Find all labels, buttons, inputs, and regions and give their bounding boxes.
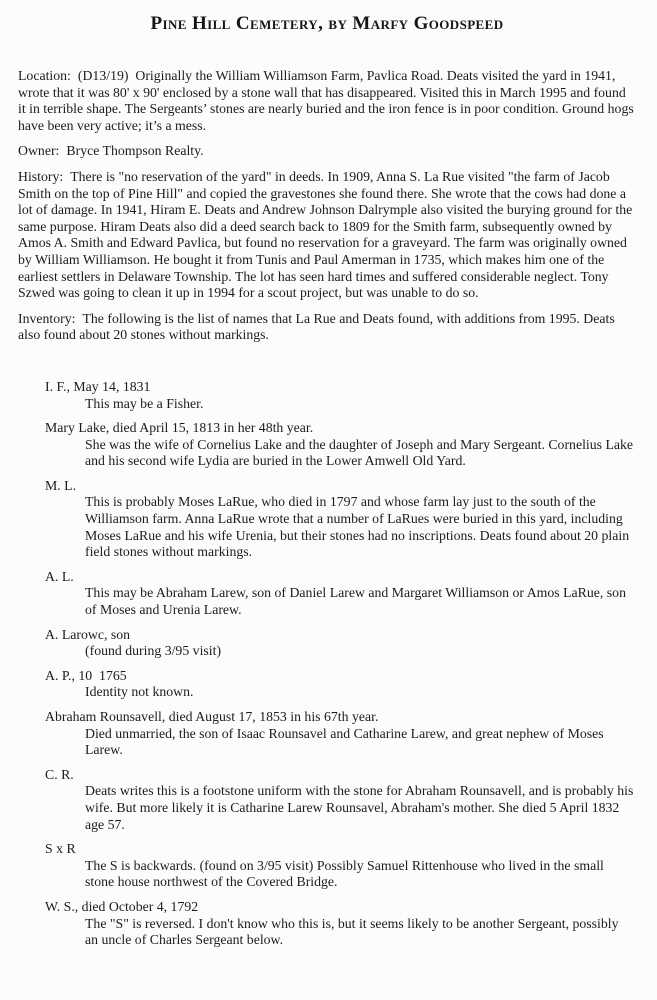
section-label: Owner: (18, 143, 60, 159)
entry-detail: Deats writes this is a footstone uniform with the stone for Abraham Rounsavell, and is probably his wife. But more likely it is Catharine Larew Rounsavel, Abraham's mother. She died 5 April 1832 age 57. (85, 783, 634, 832)
sections (18, 68, 636, 344)
entry-detail: (found during 3/95 visit) (85, 643, 222, 659)
list-item (45, 668, 636, 701)
entry-detail: The S is backwards. (found on 3/95 visit) Possibly Samuel Rittenhouse who lived in the small stone house northwest of the Covered Bridge. (85, 857, 604, 890)
entry-detail: This may be a Fisher. (85, 395, 204, 411)
section-label: Inventory: (18, 310, 76, 326)
entry-heading: A. P., 10 1765 (45, 667, 127, 683)
list-item (45, 709, 636, 759)
entries (45, 379, 636, 949)
section-label: Location: (18, 68, 71, 83)
section-paragraph (18, 68, 634, 134)
list-item (45, 767, 636, 833)
entry-heading: Abraham Rounsavell, died August 17, 1853 in his 67th year. (45, 709, 379, 724)
list-item (45, 569, 636, 619)
entry-heading: W. S., died October 4, 1792 (45, 898, 199, 914)
entry-heading: C. R. (45, 766, 74, 782)
entry-detail: She was the wife of Cornelius Lake and the daughter of Joseph and Mary Sergeant. Cornelius Lake and his second wife Lydia are buried in the Lower Amwell Old Yard. (85, 436, 634, 469)
entry-heading: I. F., May 14, 1831 (45, 378, 151, 394)
list-item (45, 420, 636, 470)
list-item (45, 841, 636, 891)
entry-detail: This may be Abraham Larew, son of Daniel Larew and Margaret Williamson or Amos LaRue, son of Moses and Urenia Larew. (85, 585, 626, 618)
entry-detail: Identity not known. (85, 684, 194, 700)
entry-heading: M. L. (45, 477, 77, 493)
section-text: The following is the list of names that La Rue and Deats found, with additions from 1995. Deats also found about 20 stones without markings. (18, 310, 615, 343)
section-paragraph (18, 143, 634, 160)
page-title: Pine Hill Cemetery, by Marfy Goodspeed (150, 13, 504, 34)
section-text: Bryce Thompson Realty. (66, 143, 204, 159)
section-text: (D13/19) Originally the William Williamson Farm, Pavlica Road. Deats visited the yard in 1941, wrote that it was 80' x 90' enclosed by a stone wall that has disappeared. Visited this in March 1995 and found it in terrible shape. The Sergeants’ stones are nearly buried and the iron fence is in poor condition. Ground hogs have been very active; it’s a mess. (18, 68, 634, 133)
list-item (45, 478, 636, 561)
entry-heading: A. Larowc, son (45, 626, 131, 642)
section-paragraph (18, 169, 634, 302)
entry-detail: Died unmarried, the son of Isaac Rounsavel and Catharine Larew, and great nephew of Moses Larew. (85, 725, 604, 758)
list-item (45, 379, 636, 412)
section-label: History: (18, 168, 64, 184)
entry-heading: A. L. (45, 568, 74, 584)
entry-heading: Mary Lake, died April 15, 1813 in her 48th year. (45, 420, 314, 436)
section-paragraph (18, 311, 634, 344)
entry-detail: The "S" is reversed. I don't know who this is, but it seems likely to be another Sergeant, possibly an uncle of Charles Sergeant below. (85, 915, 619, 948)
entry-heading: S x R (45, 841, 76, 857)
section-text: There is "no reservation of the yard" in deeds. In 1909, Anna S. La Rue visited "the farm of Jacob Smith on the top of Pine Hill" and copied the gravestones she found there. She wrote that the cows had done a lot of damage. In 1941, Hiram E. Deats and Andrew Johnson Dalrymple also visited the burying ground for the same purpose. Hiram Deats also did a deed search back to 1809 for the Smith farm, subsequently owned by Amos A. Smith and Edward Pavlica, but found no reservation for a graveyard. The farm was originally owned by William Williamson. He bought it from Tunis and Paul Amerman in 1735, which makes him one of the earliest settlers in Delaware Township. The lot has seen hard times and suffered considerable neglect. Tony Szwed was going to clean it up in 1994 for a scout project, but was unable to do so. (18, 168, 633, 301)
list-item (45, 627, 636, 660)
entry-detail: This is probably Moses LaRue, who died in 1797 and whose farm lay just to the south of the Williamson farm. Anna LaRue wrote that a number of LaRues were buried in this yard, including Moses LaRue and his wife Urenia, but their stones had no inscriptions. Deats found about 20 plain field stones without markings. (85, 494, 630, 560)
list-item (45, 899, 636, 949)
